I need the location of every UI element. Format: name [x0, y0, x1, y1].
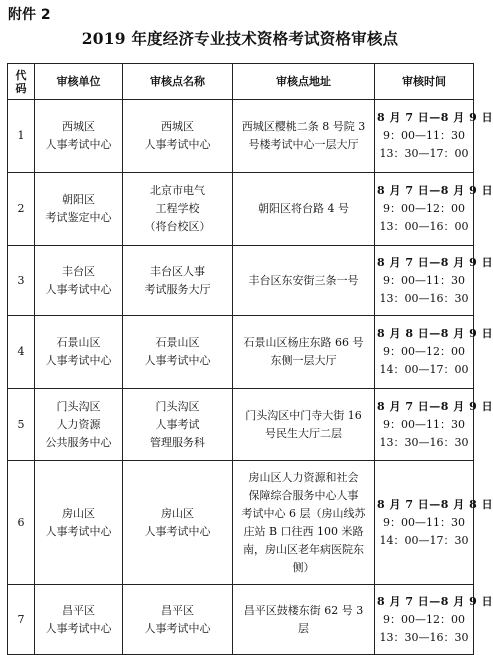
header-time: 审核时间: [375, 64, 474, 100]
unit-line: 人事考试中心: [45, 282, 112, 296]
row-site-name: [123, 173, 233, 246]
address-line: 石景山区杨庄东路 66 号: [243, 336, 364, 349]
time-range: 14：00—17：30: [379, 533, 469, 547]
site-line: 人事考试中心: [144, 138, 211, 151]
date-range: 8 月 7 日—8 月 9 日: [377, 255, 493, 269]
address-line: 侧）: [292, 560, 315, 574]
time-range: 13：00—16：00: [379, 220, 469, 233]
unit-line: 人事考试中心: [45, 524, 112, 538]
unit-line: 房山区: [62, 506, 95, 520]
site-line: （将台校区）: [144, 220, 211, 233]
table-row: [8, 246, 474, 316]
site-line: 丰台区人事: [150, 264, 205, 278]
row-site-name: [123, 461, 233, 585]
unit-line: 朝阳区: [62, 193, 95, 206]
header-address: 审核点地址: [233, 64, 375, 100]
address-line: 西城区樱桃二条 8 号院 3: [241, 120, 366, 133]
address-line: 房山区人力资源和社会: [248, 470, 359, 484]
date-range: 8 月 7 日—8 月 9 日: [377, 184, 493, 197]
header-code-line: 码: [15, 81, 27, 95]
time-range: 9：00—11：30: [383, 515, 465, 529]
address-line: 号楼考试中心一层大厅: [248, 138, 359, 151]
table-body: [8, 100, 493, 655]
row-time: [375, 389, 493, 461]
row-code: 1: [8, 100, 35, 173]
row-address: [233, 100, 375, 173]
header-code-line: 代: [15, 68, 27, 82]
document-title: 2019 年度经济专业技术资格考试资格审核点: [81, 29, 399, 48]
header-code: [8, 64, 35, 100]
row-time: [375, 246, 493, 316]
table-header-row: [8, 64, 474, 100]
table-row: [8, 389, 474, 461]
site-line: 人事考试中心: [144, 354, 211, 367]
unit-line: 丰台区: [62, 264, 95, 278]
row-address: [233, 246, 375, 316]
row-code: 6: [8, 461, 35, 585]
row-code: 5: [8, 389, 35, 461]
address-line: 东侧一层大厅: [270, 354, 337, 367]
site-line: 房山区: [161, 506, 194, 520]
date-range: 8 月 7 日—8 月 9 日: [377, 399, 493, 413]
row-unit: [35, 316, 123, 389]
row-unit: [35, 585, 123, 655]
site-line: 西城区: [161, 120, 194, 133]
site-line: 石景山区: [155, 336, 200, 349]
row-time: [375, 173, 493, 246]
row-unit: [35, 461, 123, 585]
date-range: 8 月 7 日—8 月 9 日: [377, 111, 493, 124]
row-code: 7: [8, 585, 35, 655]
row-code: 4: [8, 316, 35, 389]
row-site-name: [123, 316, 233, 389]
time-range: 9：00—12：00: [383, 202, 465, 215]
row-time: [375, 585, 493, 655]
header-unit: 审核单位: [35, 64, 123, 100]
time-range: 9：00—11：30: [383, 129, 465, 142]
row-code: 2: [8, 173, 35, 246]
row-site-name: [123, 389, 233, 461]
table-row: [8, 461, 474, 585]
row-site-name: [123, 100, 233, 173]
unit-line: 门头沟区: [56, 399, 101, 413]
time-range: 9：00—11：30: [383, 417, 465, 431]
address-line: 层: [298, 621, 309, 635]
row-address: [233, 389, 375, 461]
unit-line: 人事考试中心: [45, 138, 112, 151]
address-line: 丰台区东安街三条一号: [248, 273, 359, 287]
site-line: 人事考试中心: [144, 621, 211, 635]
unit-line: 人事考试中心: [45, 354, 112, 367]
row-time: [375, 316, 493, 389]
row-code: 3: [8, 246, 35, 316]
row-address: [233, 173, 375, 246]
unit-line: 公共服务中心: [45, 435, 112, 449]
site-line: 北京市电气: [150, 184, 205, 197]
time-range: 13：30—17：00: [379, 147, 469, 160]
address-line: 门头沟区中门寺大街 16: [245, 408, 362, 422]
unit-line: 石景山区: [56, 336, 101, 349]
row-address: [233, 585, 375, 655]
row-address: [233, 461, 375, 585]
time-range: 13：30—16：30: [379, 435, 469, 449]
row-time: [375, 461, 493, 585]
site-line: 人事考试中心: [144, 524, 211, 538]
row-site-name: [123, 246, 233, 316]
table-row: [8, 100, 474, 173]
row-unit: [35, 100, 123, 173]
date-range: 8 月 7 日—8 月 8 日: [377, 497, 493, 511]
site-line: 昌平区: [161, 603, 194, 617]
date-range: 8 月 8 日—8 月 9 日: [377, 327, 493, 340]
row-unit: [35, 246, 123, 316]
unit-line: 西城区: [62, 120, 95, 133]
table-row: [8, 173, 474, 246]
review-sites-table: [7, 63, 493, 655]
attachment-label: 附件 2: [8, 7, 51, 23]
address-line: 考试中心 6 层（房山线苏: [241, 506, 366, 520]
address-line: 号民生大厅二层: [265, 426, 342, 440]
address-line: 庄站 B 口往西 100 米路: [243, 524, 364, 538]
unit-line: 考试鉴定中心: [45, 211, 112, 224]
table-row: [8, 585, 474, 655]
address-line: 南，房山区老年病医院东: [243, 542, 364, 556]
address-line: 朝阳区将台路 4 号: [258, 202, 349, 215]
row-address: [233, 316, 375, 389]
time-range: 9：00—11：30: [383, 273, 465, 287]
row-unit: [35, 173, 123, 246]
site-line: 工程学校: [155, 202, 200, 215]
address-line: 保障综合服务中心人事: [248, 488, 359, 502]
site-line: 考试服务大厅: [144, 282, 211, 296]
date-range: 8 月 7 日—8 月 9 日: [377, 594, 493, 608]
row-time: [375, 100, 493, 173]
header-site-name: 审核点名称: [123, 64, 233, 100]
unit-line: 人事考试中心: [45, 621, 112, 635]
time-range: 9：00—12：00: [383, 612, 465, 626]
site-line: 管理服务科: [150, 435, 205, 449]
time-range: 9：00—12：00: [383, 345, 465, 358]
time-range: 13：00—16：30: [379, 291, 469, 305]
table-row: [8, 316, 474, 389]
time-range: 14：00—17：00: [379, 363, 469, 376]
time-range: 13：30—16：30: [379, 630, 469, 644]
row-site-name: [123, 585, 233, 655]
unit-line: 昌平区: [62, 603, 95, 617]
site-line: 门头沟区: [155, 399, 200, 413]
row-unit: [35, 389, 123, 461]
site-line: 人事考试: [155, 417, 200, 431]
address-line: 昌平区鼓楼东街 62 号 3: [243, 603, 364, 617]
unit-line: 人力资源: [56, 417, 101, 431]
